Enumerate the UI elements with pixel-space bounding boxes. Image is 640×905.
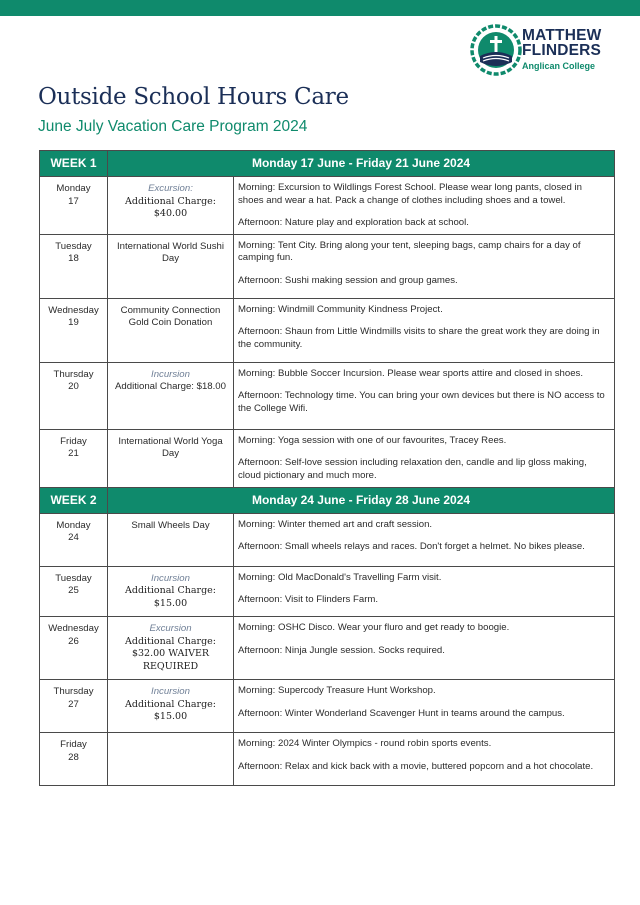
additional-charge: Additional Charge: $15.00 bbox=[125, 698, 216, 722]
table-row bbox=[40, 513, 615, 566]
afternoon-activity: Afternoon: Winter Wonderland Scavenger Hunt in teams around the campus. bbox=[238, 707, 565, 719]
afternoon-activity: Afternoon: Ninja Jungle session. Socks required. bbox=[238, 644, 445, 656]
activity-name: International World Sushi Day bbox=[116, 240, 224, 264]
day-date: 19 bbox=[68, 317, 79, 328]
day-name: Friday bbox=[60, 739, 87, 750]
morning-activity: Morning: Excursion to Wildlings Forest School. Please wear long pants, closed in shoes and wear a hat. Pack a change of clothes including shoes and a towel. bbox=[238, 182, 582, 206]
week-date-range: Monday 17 June - Friday 21 June 2024 bbox=[108, 151, 615, 177]
description-cell bbox=[234, 680, 615, 733]
activity-type: Excursion: bbox=[148, 183, 193, 194]
description-cell bbox=[234, 617, 615, 680]
activity-cell bbox=[108, 733, 234, 786]
morning-activity: Morning: Old MacDonald's Travelling Farm visit. bbox=[238, 571, 442, 583]
day-cell bbox=[40, 617, 108, 680]
activity-type: Incursion bbox=[151, 572, 190, 584]
table-row bbox=[40, 177, 615, 235]
day-name: Thursday bbox=[53, 368, 94, 380]
day-date: 17 bbox=[68, 195, 79, 207]
additional-charge: Additional Charge: $15.00 bbox=[125, 585, 216, 609]
day-date: 27 bbox=[68, 698, 79, 710]
day-cell bbox=[40, 733, 108, 786]
week-date-range: Monday 24 June - Friday 28 June 2024 bbox=[108, 487, 615, 513]
day-cell bbox=[40, 298, 108, 362]
logo-name-line1: MATTHEW bbox=[522, 27, 602, 44]
morning-activity: Morning: Windmill Community Kindness Project. bbox=[238, 303, 443, 315]
table-row bbox=[40, 680, 615, 733]
table-row bbox=[40, 566, 615, 617]
day-name: Thursday bbox=[53, 686, 94, 697]
week-header-row bbox=[40, 151, 615, 177]
activity-name: Community Connection Gold Coin Donation bbox=[120, 304, 221, 328]
morning-activity: Morning: Winter themed art and craft session. bbox=[238, 518, 433, 530]
day-name: Wednesday bbox=[48, 623, 99, 634]
activity-cell bbox=[108, 429, 234, 487]
activity-cell bbox=[108, 513, 234, 566]
day-cell bbox=[40, 177, 108, 235]
day-cell bbox=[40, 234, 108, 298]
description-cell bbox=[234, 234, 615, 298]
day-date: 24 bbox=[68, 532, 79, 543]
table-row bbox=[40, 429, 615, 487]
description-cell bbox=[234, 513, 615, 566]
day-date: 26 bbox=[68, 635, 79, 647]
table-row bbox=[40, 617, 615, 680]
activity-type: Incursion bbox=[151, 368, 190, 380]
day-name: Tuesday bbox=[55, 240, 92, 252]
activity-name: Additional Charge: $18.00 bbox=[115, 381, 226, 392]
week-label: WEEK 1 bbox=[40, 151, 108, 177]
day-date: 20 bbox=[68, 381, 79, 392]
logo-tagline: Anglican College bbox=[522, 61, 596, 71]
day-cell bbox=[40, 429, 108, 487]
table-row bbox=[40, 234, 615, 298]
afternoon-activity: Afternoon: Sushi making session and group games. bbox=[238, 274, 458, 286]
program-table bbox=[39, 150, 615, 786]
activity-cell bbox=[108, 680, 234, 733]
morning-activity: Morning: Tent City. Bring along your tent, sleeping bags, camp chairs for a day of camping fun. bbox=[238, 239, 581, 263]
day-cell bbox=[40, 566, 108, 617]
day-date: 28 bbox=[68, 751, 79, 763]
day-cell bbox=[40, 513, 108, 566]
description-cell bbox=[234, 177, 615, 235]
description-cell bbox=[234, 733, 615, 786]
morning-activity: Morning: 2024 Winter Olympics - round robin sports events. bbox=[238, 738, 492, 749]
logo-name-line2: FLINDERS bbox=[522, 42, 602, 59]
page-title: Outside School Hours Care bbox=[38, 84, 349, 110]
day-name: Tuesday bbox=[55, 572, 92, 584]
description-cell bbox=[234, 566, 615, 617]
day-date: 18 bbox=[68, 253, 79, 264]
afternoon-activity: Afternoon: Relax and kick back with a movie, buttered popcorn and a hot chocolate. bbox=[238, 760, 594, 772]
activity-cell bbox=[108, 617, 234, 680]
description-cell bbox=[234, 429, 615, 487]
day-date: 25 bbox=[68, 585, 79, 596]
college-crest-icon bbox=[470, 24, 522, 76]
activity-name: International World Yoga Day bbox=[118, 435, 223, 459]
day-cell bbox=[40, 362, 108, 429]
day-name: Monday bbox=[56, 183, 91, 194]
afternoon-activity: Afternoon: Visit to Flinders Farm. bbox=[238, 594, 379, 605]
top-banner bbox=[0, 0, 640, 16]
description-cell bbox=[234, 362, 615, 429]
activity-type: Incursion bbox=[151, 686, 190, 697]
table-row bbox=[40, 733, 615, 786]
week-label: WEEK 2 bbox=[40, 487, 108, 513]
morning-activity: Morning: Bubble Soccer Incursion. Please wear sports attire and closed in shoes. bbox=[238, 367, 584, 379]
afternoon-activity: Afternoon: Nature play and exploration back at school. bbox=[238, 217, 469, 228]
table-row bbox=[40, 362, 615, 429]
week-header-row bbox=[40, 487, 615, 513]
afternoon-activity: Afternoon: Small wheels relays and races. Don't forget a helmet. No bikes please. bbox=[238, 541, 585, 552]
college-logo bbox=[470, 24, 620, 76]
morning-activity: Morning: Supercody Treasure Hunt Workshop. bbox=[238, 685, 436, 696]
activity-cell bbox=[108, 234, 234, 298]
page-subtitle: June July Vacation Care Program 2024 bbox=[38, 118, 308, 135]
additional-charge: Additional Charge: $40.00 bbox=[125, 195, 216, 219]
table-row bbox=[40, 298, 615, 362]
day-name: Friday bbox=[60, 435, 87, 447]
activity-cell bbox=[108, 362, 234, 429]
afternoon-activity: Afternoon: Self-love session including relaxation den, candle and lip gloss making, cloud pictionary and much more. bbox=[238, 457, 587, 481]
morning-activity: Morning: OSHC Disco. Wear your fluro and get ready to boogie. bbox=[238, 622, 510, 633]
activity-cell bbox=[108, 298, 234, 362]
day-cell bbox=[40, 680, 108, 733]
afternoon-activity: Afternoon: Technology time. You can bring your own devices but there is NO access to the College Wifi. bbox=[238, 390, 605, 414]
day-name: Monday bbox=[56, 519, 91, 531]
description-cell bbox=[234, 298, 615, 362]
activity-name: Small Wheels Day bbox=[131, 519, 210, 531]
additional-charge: Additional Charge: $32.00 WAIVER REQUIRED bbox=[125, 635, 216, 672]
afternoon-activity: Afternoon: Shaun from Little Windmills visits to share the great work they are doing in the community. bbox=[238, 326, 600, 350]
day-date: 21 bbox=[68, 448, 79, 459]
activity-cell bbox=[108, 566, 234, 617]
activity-cell bbox=[108, 177, 234, 235]
activity-type: Excursion bbox=[149, 623, 192, 634]
morning-activity: Morning: Yoga session with one of our favourites, Tracey Rees. bbox=[238, 434, 507, 446]
day-name: Wednesday bbox=[48, 304, 99, 316]
